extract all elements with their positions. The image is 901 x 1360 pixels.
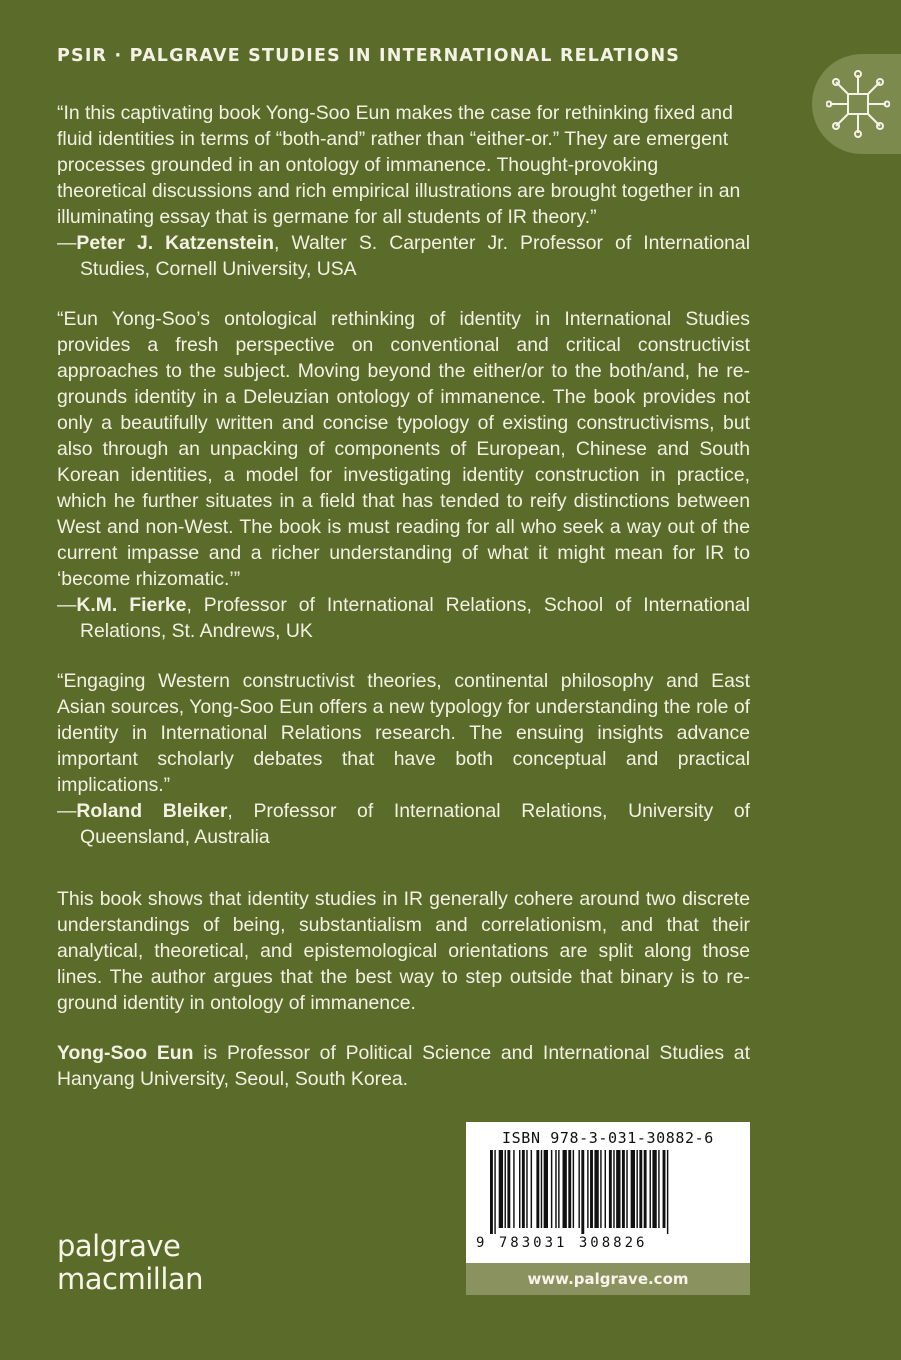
series-title: PSIR · PALGRAVE STUDIES IN INTERNATIONAL RELATIONS	[57, 46, 681, 66]
barcode-bar	[541, 1150, 542, 1228]
barcode-bar	[531, 1150, 532, 1228]
barcode-bar	[578, 1150, 579, 1228]
quote-text: “Eun Yong-Soo’s ontological rethinking of identity in International Studies provides a fresh perspective on conventional and critical constructivist approaches to the subject. Moving beyond the either/or to the both/and, he re-grounds identity in a Deleuzian ontology of immanence. The book provides not only a beautifully written and concise typology of existing constructivisms, but also through an unpacking of components of European, Chinese and South Korean identities, a model for investigating identity construction in practice, which he further situates in a field that has tended to reify distinctions between West and non-West. The book is must reading for all who seek a way out of the current impasse and a richer understanding of what it might mean for IR to ‘become rhizomatic.’”	[57, 308, 750, 590]
book-description: This book shows that identity studies in IR generally cohere around two discrete understandings of being, substantialism and correlationism, and that their analytical, theoretical, and epistemological orientations are split along those lines. The author argues that the best way to step outside that binary is to re-ground identity in ontology of immanence.	[57, 888, 750, 1014]
endorsement-quote	[57, 100, 750, 282]
barcode-bar	[507, 1150, 510, 1228]
barcode-bar	[663, 1150, 666, 1228]
publisher-logo-line1: palgrave	[57, 1229, 181, 1263]
barcode-bar	[658, 1150, 659, 1228]
quote-text: “In this captivating book Yong-Soo Eun makes the case for rethinking fixed and fluid identities in terms of “both-and” rather than “either-or.” They are emergent processes grounded in an ontology of immanence. Thought-provoking theoretical discussions and rich empirical illustrations are brought together in an illuminating essay that is germane for all students of IR theory.”	[57, 102, 741, 228]
quote-attribution	[57, 798, 750, 850]
barcode-bar	[622, 1150, 625, 1228]
barcode-bar	[536, 1150, 539, 1228]
barcode-bar	[513, 1150, 514, 1228]
barcode-bar	[558, 1150, 559, 1228]
barcode-bar	[587, 1150, 588, 1228]
barcode-bar	[631, 1150, 635, 1228]
back-cover-text	[57, 100, 750, 1092]
barcode-bar	[490, 1150, 493, 1234]
barcode-bars	[490, 1150, 726, 1234]
barcode-bar	[650, 1150, 651, 1228]
barcode-bar	[613, 1150, 614, 1228]
author-bio-text: is Professor of Political Science and International Studies at Hanyang University, Seoul, South Korea.	[57, 1042, 750, 1090]
barcode-digits: 9 783031 308826	[476, 1235, 648, 1251]
quote-attribution	[57, 592, 750, 644]
isbn-label: ISBN 978-3-031-30882-6	[502, 1129, 714, 1147]
barcode-bar	[605, 1150, 606, 1228]
barcode-bar	[526, 1150, 527, 1228]
series-badge	[812, 54, 901, 154]
barcode-bar	[581, 1150, 584, 1234]
attribution-dash: —	[57, 800, 77, 822]
publisher-logo-line2: macmillan	[57, 1262, 204, 1296]
barcode-bar	[555, 1150, 556, 1228]
quote-text: “Engaging Western constructivist theories, continental philosophy and East Asian sources, Yong-Soo Eun offers a new typology for understanding the role of identity in International Relations research. The ensuing insights advance important scholarly debates that have both conceptual and practical implications.”	[57, 670, 750, 796]
barcode-bar	[594, 1150, 598, 1228]
barcode-bar	[519, 1150, 520, 1228]
endorser-name: Roland Bleiker	[76, 800, 228, 822]
barcode-bar	[609, 1150, 612, 1228]
barcode-bar	[505, 1150, 506, 1228]
endorser-affiliation: , Professor of International Relations, University of Queensland, Australia	[80, 800, 750, 848]
attribution-dash: —	[57, 232, 77, 254]
barcode-bar	[573, 1150, 574, 1228]
barcode-bar	[568, 1150, 571, 1228]
barcode-bar	[551, 1150, 552, 1228]
endorser-name: K.M. Fierke	[76, 594, 187, 616]
barcode-bar	[563, 1150, 567, 1228]
endorsement-quote	[57, 306, 750, 644]
publisher-logo	[57, 1230, 203, 1296]
barcode-bar	[522, 1150, 525, 1228]
isbn-barcode	[466, 1122, 750, 1263]
barcode-bar	[652, 1150, 656, 1228]
barcode-bar	[544, 1150, 548, 1228]
endorser-affiliation: , Professor of International Relations, School of International Relations, St. Andrews, UK	[80, 594, 750, 642]
publisher-url: www.palgrave.com	[466, 1263, 750, 1295]
barcode-bar	[494, 1150, 495, 1234]
endorser-affiliation: , Walter S. Carpenter Jr. Professor of International Studies, Cornell University, USA	[80, 232, 750, 280]
barcode-bar	[499, 1150, 503, 1228]
endorser-name: Peter J. Katzenstein	[76, 232, 275, 254]
author-name: Yong-Soo Eun	[57, 1042, 194, 1064]
barcode-bar	[636, 1150, 637, 1228]
endorsement-quote	[57, 668, 750, 850]
barcode-bar	[616, 1150, 620, 1228]
network-node-icon	[826, 69, 890, 139]
barcode-bar	[667, 1150, 668, 1234]
barcode-bar	[590, 1150, 593, 1228]
barcode-bar	[600, 1150, 601, 1228]
barcode-bar	[644, 1150, 647, 1228]
barcode-bar	[626, 1150, 627, 1228]
attribution-dash: —	[57, 594, 77, 616]
quote-attribution	[57, 230, 750, 282]
barcode-bar	[639, 1150, 642, 1228]
author-bio	[57, 1040, 750, 1092]
